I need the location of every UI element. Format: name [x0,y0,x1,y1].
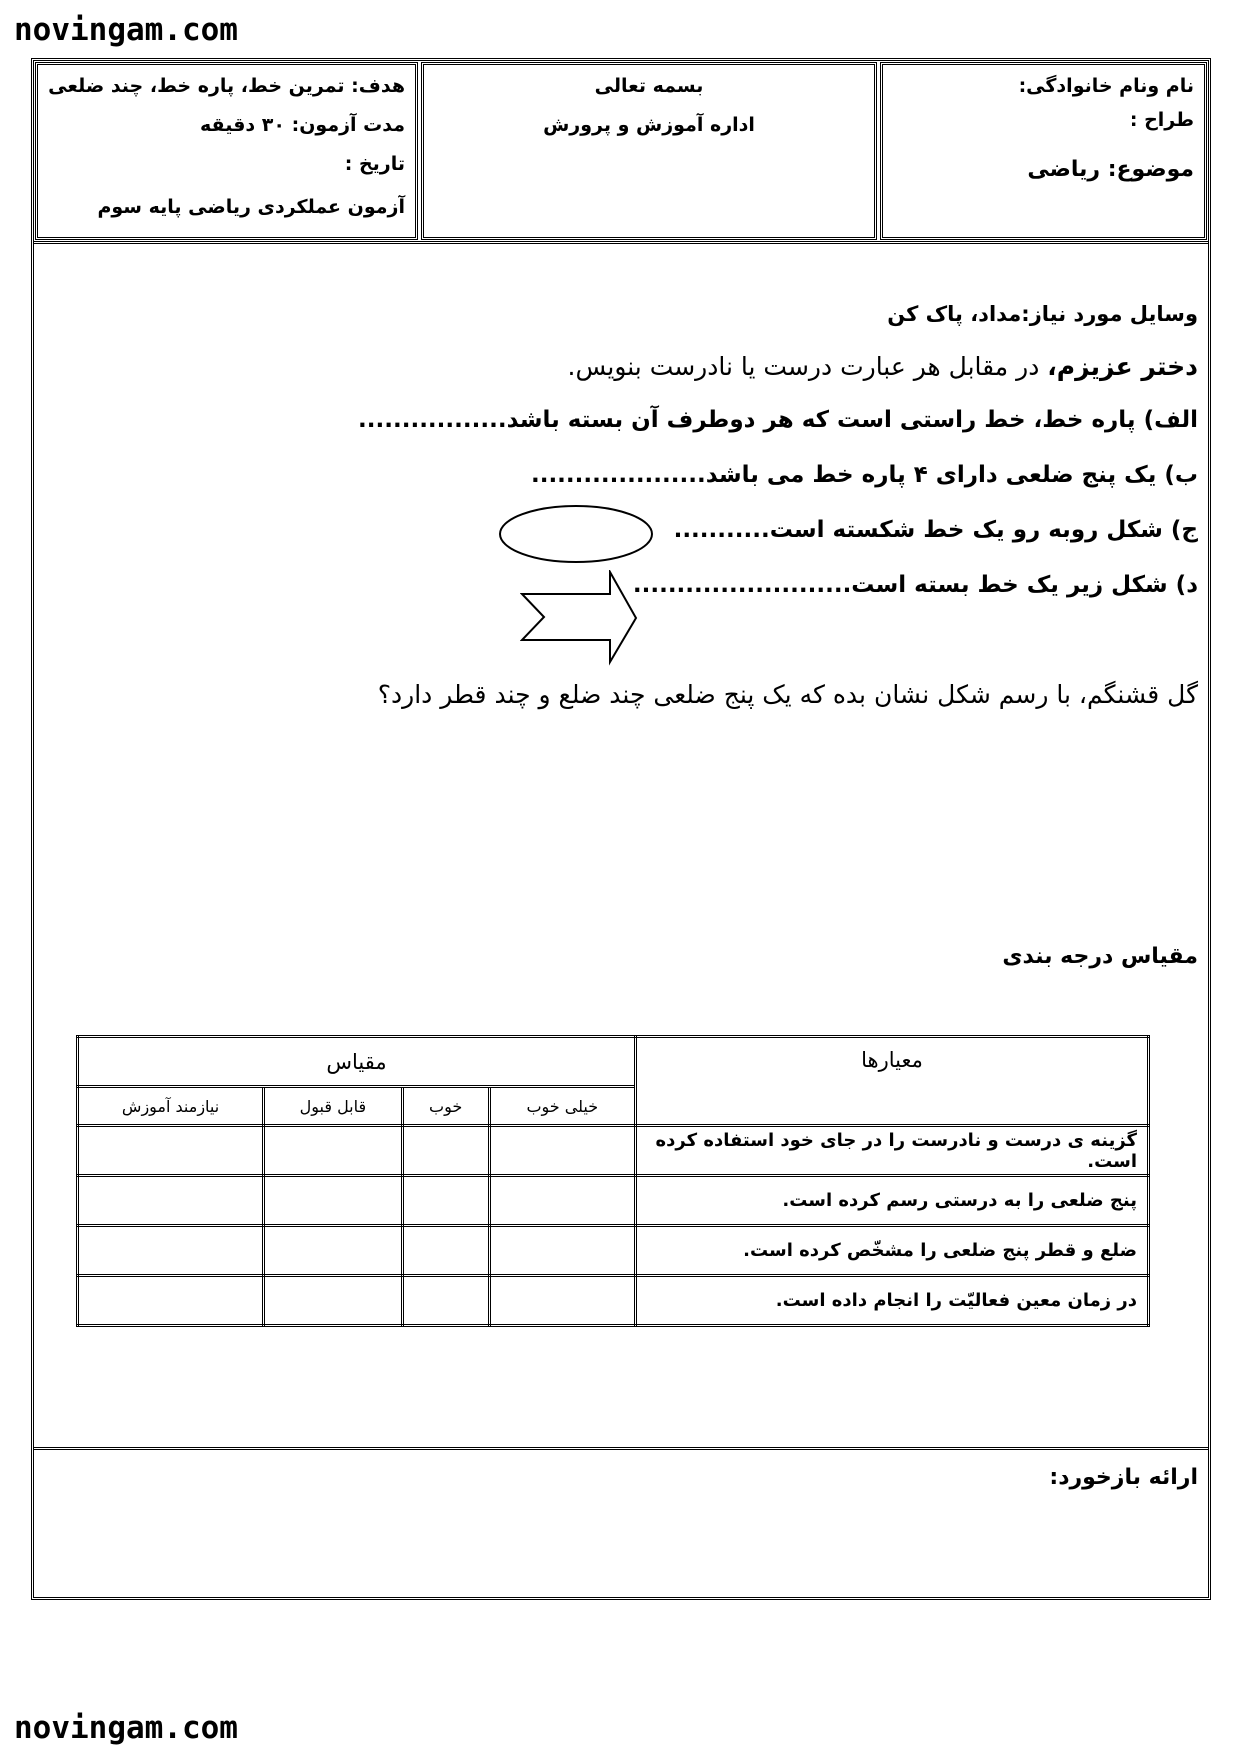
score-cell [489,1226,635,1276]
site-watermark-top: novingam.com [14,12,238,48]
subject-label: موضوع: ریاضی [1027,157,1194,182]
rubric-title: مقیاس درجه بندی [1002,944,1198,969]
criterion-4: در زمان معین فعالیّت را انجام داده است. [636,1276,1149,1326]
score-cell [78,1176,264,1226]
instruction-greeting: دختر عزیزم، [1047,352,1198,381]
question-b: ب) یک پنج ضلعی دارای ۴ پاره خط می باشد.................... [530,462,1198,488]
exam-duration: مدت آزمون: ۳۰ دقیقه [200,114,405,136]
table-row [78,1176,1149,1226]
table-row [78,1276,1149,1326]
criterion-3: ضلع و قطر پنج ضلعی را مشخّص کرده است. [636,1226,1149,1276]
score-cell [402,1126,489,1176]
table-row [78,1126,1149,1176]
score-cell [264,1226,403,1276]
score-cell [489,1276,635,1326]
score-cell [402,1226,489,1276]
criteria-header: معیارها [636,1037,1149,1126]
header-student-info [880,62,1207,240]
score-cell [402,1276,489,1326]
header-center [421,62,877,240]
office-name: اداره آموزش و پرورش [543,114,755,136]
instruction-text: در مقابل هر عبارت درست یا نادرست بنویس. [567,352,1048,381]
score-cell [78,1226,264,1276]
level-very-good: خیلی خوب [489,1087,635,1126]
scale-header: مقیاس [78,1037,636,1087]
exam-title: آزمون عملکردی ریاضی پایه سوم [97,196,405,218]
score-cell [264,1276,403,1326]
score-cell [402,1176,489,1226]
score-cell [264,1126,403,1176]
level-acceptable: قابل قبول [264,1087,403,1126]
arrow-figure [520,570,640,666]
score-cell [489,1126,635,1176]
criterion-1: گزینه ی درست و نادرست را در جای خود استفاده کرده است. [636,1126,1149,1176]
header-divider [33,241,1209,244]
exam-date-label: تاریخ : [344,153,405,175]
drawing-task: گل قشنگم، با رسم شکل نشان بده که یک پنج ضلعی چند ضلع و چند قطر دارد؟ [377,680,1198,709]
basmala: بسمه تعالی [594,75,704,97]
site-watermark-bottom: novingam.com [14,1710,238,1746]
exam-frame [31,58,1211,1600]
materials-line: وسایل مورد نیاز:مداد، پاک کن [887,302,1198,326]
question-c: ج) شکل روبه رو یک خط شکسته است........... [673,517,1198,543]
ellipse-figure [497,503,655,565]
level-needs-training: نیازمند آموزش [78,1087,264,1126]
question-a: الف) پاره خط، خط راستی است که هر دوطرف آن بسته باشد................. [358,407,1198,433]
name-label: نام ونام خانوادگی: [1018,75,1194,97]
score-cell [489,1176,635,1226]
score-cell [78,1126,264,1176]
rubric-table [76,1035,1150,1327]
feedback-divider [33,1447,1209,1450]
designer-label: طراح : [1129,109,1194,131]
criterion-2: پنج ضلعی را به درستی رسم کرده است. [636,1176,1149,1226]
table-row [78,1226,1149,1276]
level-good: خوب [402,1087,489,1126]
exam-goal: هدف: تمرین خط، پاره خط، چند ضلعی [48,75,405,97]
score-cell [78,1276,264,1326]
instruction-line [568,352,1198,381]
header-exam-info [35,62,418,240]
score-cell [264,1176,403,1226]
feedback-label: ارائه بازخورد: [1049,1465,1198,1490]
question-d: د) شکل زیر یک خط بسته است......................... [632,572,1198,598]
